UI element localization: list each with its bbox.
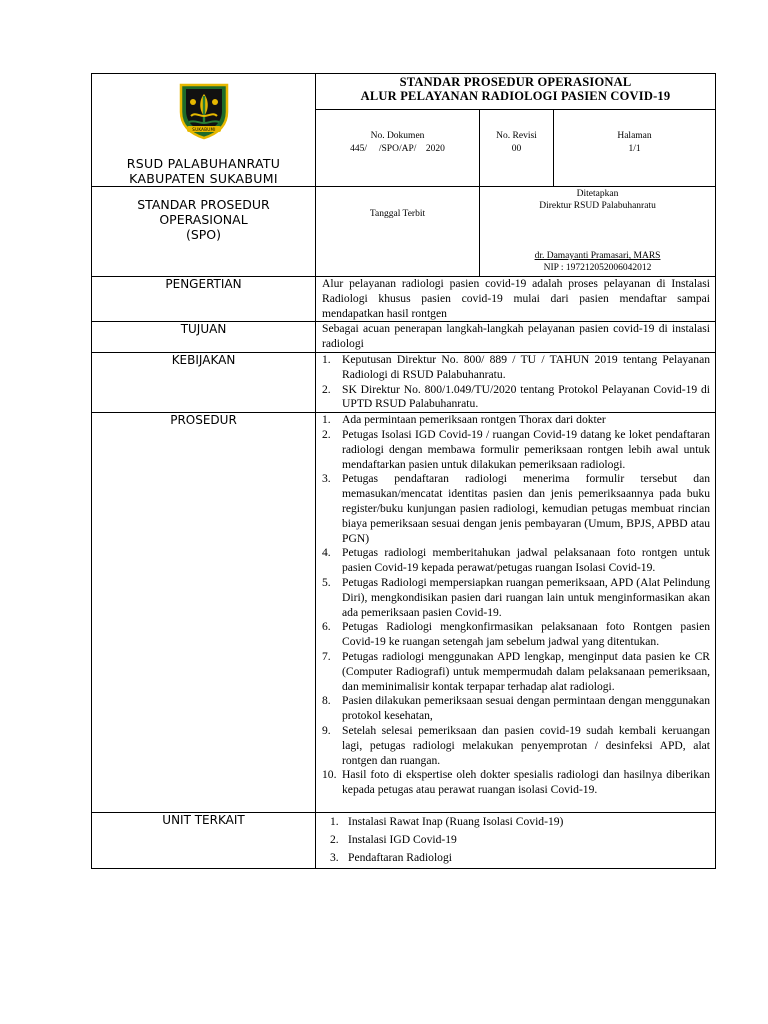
document-title-line1: STANDAR PROSEDUR OPERASIONAL bbox=[399, 75, 632, 89]
tujuan-label: TUJUAN bbox=[92, 322, 316, 353]
list-item-number: 10. bbox=[322, 768, 337, 782]
logo-cell bbox=[92, 74, 316, 187]
list-item-number: 2. bbox=[322, 427, 331, 441]
approval-cell bbox=[480, 187, 716, 277]
list-item bbox=[322, 353, 710, 383]
list-item-text: Keputusan Direktur No. 800/ 889 / TU / TAHUN 2019 tentang Pelayanan Radiologi di RSUD Palabuhanratu. bbox=[342, 352, 711, 381]
list-item bbox=[322, 768, 710, 798]
kebijakan-content bbox=[316, 352, 716, 412]
hospital-name-line1: RSUD PALABUHANRATU bbox=[126, 156, 281, 171]
pengertian-label: PENGERTIAN bbox=[92, 277, 316, 322]
list-item bbox=[322, 814, 710, 830]
document-number-value: 445/ /SPO/AP/ 2020 bbox=[350, 144, 445, 155]
list-item-text: Ada permintaan pemeriksaan rontgen Thorax dari dokter bbox=[342, 413, 606, 427]
approval-director-label: Direktur RSUD Palabuhanratu bbox=[539, 201, 656, 211]
list-item bbox=[322, 850, 710, 866]
list-item bbox=[322, 413, 710, 428]
spo-title-line1: STANDAR PROSEDUR bbox=[137, 197, 270, 212]
list-item-text: Petugas Radiologi mengkonfirmasikan pelaksanaan foto Rontgen pasien Covid-19 ke ruangan setengah jam sebelum jadwal yang ditentukan. bbox=[342, 620, 711, 649]
list-item-number: 7. bbox=[322, 649, 331, 663]
list-item-text: Instalasi IGD Covid-19 bbox=[348, 832, 457, 846]
list-item-number: 2. bbox=[330, 832, 339, 846]
list-item bbox=[322, 428, 710, 472]
list-item-number: 4. bbox=[322, 546, 331, 560]
list-item-number: 3. bbox=[322, 472, 331, 486]
spo-title-line3: (SPO) bbox=[185, 227, 222, 242]
issued-date-label: Tanggal Terbit bbox=[369, 209, 426, 219]
page-label: Halaman bbox=[617, 131, 652, 142]
list-item-number: 5. bbox=[322, 575, 331, 589]
tujuan-text: Sebagai acuan penerapan langkah-langkah pelayanan pasien covid-19 di instalasi radiologi bbox=[316, 322, 716, 353]
document-title-line2: ALUR PELAYANAN RADIOLOGI PASIEN COVID-19 bbox=[360, 89, 671, 103]
page-value: 1/1 bbox=[628, 144, 641, 155]
list-item-text: Petugas pendaftaran radiologi menerima formulir tersebut dan memasukan/mencatat identitas pasien dan jenis pemeriksaannya pada buku register/buku kunjungan pasien radiologi, kemudian petugas membuat rincian biaya pemeriksaan sesuai dengan jenis pembayaran (Umum, BPJS, APBD atau PGN) bbox=[342, 472, 711, 545]
unit-terkait-list bbox=[322, 814, 710, 866]
list-item-text: Pasien dilakukan pemeriksaan sesuai dengan permintaan dengan menggunakan protokol kesehatan, bbox=[342, 694, 711, 723]
list-item bbox=[322, 576, 710, 620]
list-item-number: 1. bbox=[322, 352, 331, 366]
list-item bbox=[322, 650, 710, 694]
hospital-name bbox=[92, 156, 315, 186]
list-item-text: Hasil foto di ekspertise oleh dokter spesialis radiologi dan hasilnya diberikan kepada petugas atau perawat ruangan isolasi Covid-19. bbox=[342, 768, 711, 797]
list-item-number: 6. bbox=[322, 620, 331, 634]
document-title bbox=[316, 74, 716, 110]
spo-table bbox=[91, 73, 716, 869]
list-item bbox=[322, 832, 710, 848]
list-item bbox=[322, 383, 710, 413]
prosedur-content bbox=[316, 413, 716, 813]
list-item bbox=[322, 724, 710, 768]
revision-value: 00 bbox=[511, 144, 522, 155]
prosedur-list bbox=[322, 413, 710, 798]
list-item-text: Petugas Isolasi IGD Covid-19 / ruangan Covid-19 datang ke loket pendaftaran radiologi dengan membawa formulir pemeriksaan rontgen lebih awal untuk mendaftarkan pasien untuk dilakukan pemeriksaan radiologi. bbox=[342, 427, 711, 471]
list-item-text: Pendaftaran Radiologi bbox=[348, 850, 452, 864]
list-item-number: 1. bbox=[330, 814, 339, 828]
document-number-cell bbox=[316, 110, 480, 187]
sukabumi-emblem-icon bbox=[175, 82, 233, 140]
pengertian-text: Alur pelayanan radiologi pasien covid-19 adalah proses pelayanan di Instalasi Radiologi khusus pasien covid-19 mulai dari pasien mendaftar sampai mendapatkan hasil rontgen bbox=[316, 277, 716, 322]
page-cell bbox=[554, 110, 716, 187]
list-item-number: 9. bbox=[322, 723, 331, 737]
issued-date-cell bbox=[316, 187, 480, 277]
unit-terkait-content bbox=[316, 812, 716, 868]
signature-block bbox=[480, 250, 715, 274]
hospital-name-line2: KABUPATEN SUKABUMI bbox=[129, 171, 278, 186]
signer-name: dr. Damayanti Pramasari, MARS bbox=[534, 251, 661, 261]
unit-terkait-label: UNIT TERKAIT bbox=[92, 812, 316, 868]
revision-cell bbox=[480, 110, 554, 187]
kebijakan-list bbox=[322, 353, 710, 412]
list-item bbox=[322, 546, 710, 576]
prosedur-label: PROSEDUR bbox=[92, 413, 316, 813]
list-item-text: Setelah selesai pemeriksaan dan pasien covid-19 sudah kembali keruangan lagi, petugas radiologi melakukan penyemprotan / desinfeksi APD, alat rontgen dan ruangan. bbox=[342, 723, 711, 767]
list-item bbox=[322, 472, 710, 546]
signer-nip: NIP : 197212052006042012 bbox=[543, 263, 652, 273]
list-item bbox=[322, 620, 710, 650]
document-number-label: No. Dokumen bbox=[370, 131, 425, 142]
spo-document bbox=[91, 73, 715, 869]
list-item-text: Petugas radiologi memberitahukan jadwal pelaksanaan foto rontgen untuk pasien Covid-19 kepada perawat/petugas ruangan Isolasi Covid-19. bbox=[342, 546, 711, 575]
list-item-number: 3. bbox=[330, 850, 339, 864]
logo-banner-text: SUKABUMI bbox=[191, 127, 216, 132]
list-item-number: 1. bbox=[322, 413, 331, 427]
list-item-text: Instalasi Rawat Inap (Ruang Isolasi Covid-19) bbox=[348, 814, 564, 828]
list-item bbox=[322, 694, 710, 724]
list-item-number: 2. bbox=[322, 382, 331, 396]
list-item-text: Petugas Radiologi mempersiapkan ruangan pemeriksaan, APD (Alat Pelindung Diri), mengkondisikan pasien dari ruangan lain untuk menginformasikan akan ada pemeriksaan pasien Covid-19. bbox=[342, 575, 711, 619]
kebijakan-label: KEBIJAKAN bbox=[92, 352, 316, 412]
approval-set-label: Ditetapkan bbox=[576, 189, 619, 199]
spo-title-cell bbox=[92, 187, 316, 277]
list-item-text: SK Direktur No. 800/1.049/TU/2020 tentang Protokol Pelayanan Covid-19 di UPTD RSUD Palabuhanratu. bbox=[342, 382, 711, 411]
list-item-text: Petugas radiologi menggunakan APD lengkap, menginput data pasien ke CR (Computer Radiografi) untuk mempermudah dalam pelaksanaan pemeriksaan, dan meminimalisir kontak terpapar terhadap alat radiologi. bbox=[342, 649, 711, 693]
list-item-number: 8. bbox=[322, 694, 331, 708]
revision-label: No. Revisi bbox=[496, 131, 537, 142]
spo-title-line2: OPERASIONAL bbox=[159, 212, 248, 227]
